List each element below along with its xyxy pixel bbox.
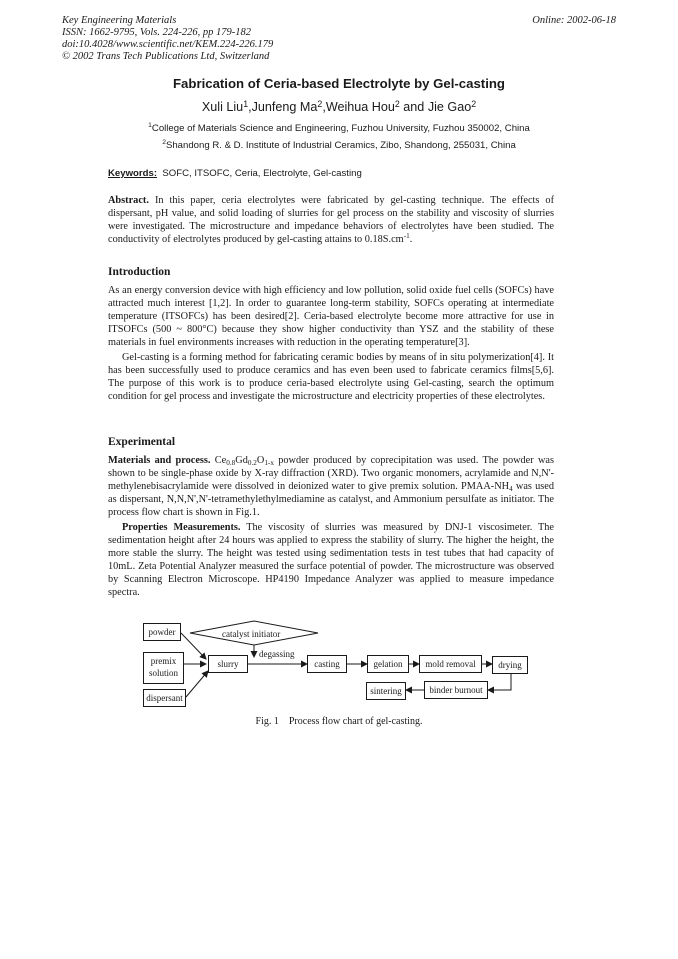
author-name: Junfeng Ma bbox=[251, 100, 318, 114]
formula-subscript: 0.8 bbox=[226, 459, 236, 467]
author-name: Xuli Liu bbox=[201, 100, 244, 114]
affiliation-mark: 2 bbox=[317, 99, 323, 109]
formula-part: Gd bbox=[235, 455, 248, 466]
arrow-dispersant-slurry bbox=[186, 671, 208, 697]
affiliation-text: Shandong R. & D. Institute of Industrial Ceramics, Zibo, Shandong, 255031, China bbox=[165, 140, 516, 151]
affiliation-2 bbox=[0, 140, 678, 151]
keywords-text: SOFC, ITSOFC, Ceria, Electrolyte, Gel-casting bbox=[162, 168, 362, 179]
author-separator: , bbox=[322, 100, 326, 114]
runin-heading: Materials and process. bbox=[108, 455, 211, 466]
affiliation-1 bbox=[0, 123, 678, 134]
experimental-paragraph-1 bbox=[108, 454, 554, 519]
node-gelation: gelation bbox=[367, 655, 409, 673]
keywords bbox=[108, 168, 362, 179]
online-date: Online: 2002-06-18 bbox=[532, 15, 616, 26]
abstract-end: . bbox=[409, 234, 413, 245]
author-separator: , bbox=[248, 100, 252, 114]
node-dispersant: dispersant bbox=[143, 689, 186, 707]
unit-superscript: -1 bbox=[403, 232, 410, 240]
affiliation-mark: 1 bbox=[148, 122, 152, 129]
node-powder: powder bbox=[143, 623, 181, 641]
node-sintering: sintering bbox=[366, 682, 406, 700]
paragraph-text: The viscosity of slurries was measured by DNJ-1 viscosimeter. The sedimentation height after 24 hours was applied to express the stability of slurry. The higher the height, the more stable the slurry. The height was tested using sedimentation tests in test tubes that had capacity of 10mL. Zeta Potential Analyzer measured the surface potential of powder. The microstructure was observed by Scanning Electron Microscope. HP4190 Impedance Analyzer was applied to measure impedance spectra. bbox=[108, 522, 554, 598]
issn-line: ISSN: 1662-9795, Vols. 224-226, pp 179-182 bbox=[62, 27, 251, 38]
affiliation-mark: 2 bbox=[471, 99, 477, 109]
runin-heading: Properties Measurements. bbox=[122, 522, 241, 533]
keywords-label: Keywords: bbox=[108, 168, 158, 179]
node-catalyst-initiator: catalyst initiator bbox=[222, 629, 281, 639]
formula-subscript: 0.2 bbox=[247, 459, 257, 467]
abstract-label: Abstract. bbox=[108, 195, 149, 206]
label-degassing: degassing bbox=[259, 649, 295, 659]
experimental-paragraph-2 bbox=[108, 521, 554, 599]
section-heading-experimental: Experimental bbox=[108, 436, 176, 448]
node-casting: casting bbox=[307, 655, 347, 673]
doi-line: doi:10.4028/www.scientific.net/KEM.224-226.179 bbox=[62, 39, 274, 50]
affiliation-mark: 2 bbox=[394, 99, 400, 109]
node-premix-solution: premix solution bbox=[143, 652, 184, 684]
journal-name: Key Engineering Materials bbox=[62, 15, 177, 26]
formula-subscript: 1-x bbox=[264, 459, 274, 467]
author-name: Jie Gao bbox=[427, 100, 472, 114]
paragraph-text: powder produced by coprecipitation was used. The powder was shown to be single-phase oxide by X-ray diffraction (XRD). Two organic monomers, acrylamide and N,N'-methylenebisacrylamide were dissolved in deionized water to give premix solution. PMAA-NH bbox=[108, 455, 554, 492]
intro-paragraph-1: As an energy conversion device with high efficiency and low pollution, solid oxide fuel cells (SOFCs) have attracted much interest [1,2]. In order to guarantee long-term stability, SOFCs operating at intermediate temperature (ITSOFCs) has been desired[2]. Ceria-based electrolyte become more attractive for use in ITSOFCs (500 ~ 800°C) because they show higher conductivity than YSZ and the stability of these materials in fuel environments increases with reduction in the operating temperature[3]. bbox=[108, 285, 554, 348]
affiliation-text: College of Materials Science and Engineering, Fuzhou University, Fuzhou 350002, China bbox=[151, 123, 530, 134]
journal-header bbox=[62, 15, 273, 63]
formula-subscript: 4 bbox=[509, 485, 513, 493]
copyright-line: © 2002 Trans Tech Publications Ltd, Switzerland bbox=[62, 51, 270, 62]
paper-title: Fabrication of Ceria-based Electrolyte by Gel-casting bbox=[173, 76, 505, 91]
affiliation-mark: 1 bbox=[243, 99, 249, 109]
formula-part: Ce bbox=[214, 455, 227, 466]
author-separator: and bbox=[399, 100, 428, 114]
node-binder-burnout: binder burnout bbox=[424, 681, 488, 699]
abstract bbox=[108, 194, 554, 246]
section-heading-introduction: Introduction bbox=[108, 266, 171, 278]
node-slurry: slurry bbox=[208, 655, 248, 673]
affiliation-mark: 2 bbox=[162, 139, 166, 146]
author-list bbox=[0, 100, 678, 114]
figure-caption: Fig. 1 Process flow chart of gel-casting. bbox=[255, 716, 423, 727]
abstract-text: In this paper, ceria electrolytes were fabricated by gel-casting technique. The effects of dispersant, pH value, and solid loading of slurries for gel process on the stability and viscosity of slurries were investigated. The microstructure and impedance behaviors of electrolytes have been studied. The conductivity of electrolytes produced by gel-casting attains to 0.18S.cm bbox=[108, 195, 555, 245]
arrow-powder-slurry bbox=[181, 633, 206, 659]
author-name: Weihua Hou bbox=[325, 100, 395, 114]
node-drying: drying bbox=[492, 656, 528, 674]
formula-part: O bbox=[256, 455, 265, 466]
node-mold-removal: mold removal bbox=[419, 655, 482, 673]
paragraph-text: was used as dispersant, N,N,N',N'-tetramethylethylmediamine as catalyst, and Ammonium persulfate as initiator. The process flow chart is shown in Fig.1. bbox=[108, 481, 554, 518]
intro-paragraph-2: Gel-casting is a forming method for fabricating ceramic bodies by means of in situ polymerization[4]. It has been successfully used to produce ceramics and has even been used to fabricate ceramics films[5,6]. The purpose of this work is to produce ceria-based electrolyte using Gel-casting, search the optimum condition for gel process and investigate the microstructure and electricity properties of these electrolytes. bbox=[108, 352, 554, 402]
